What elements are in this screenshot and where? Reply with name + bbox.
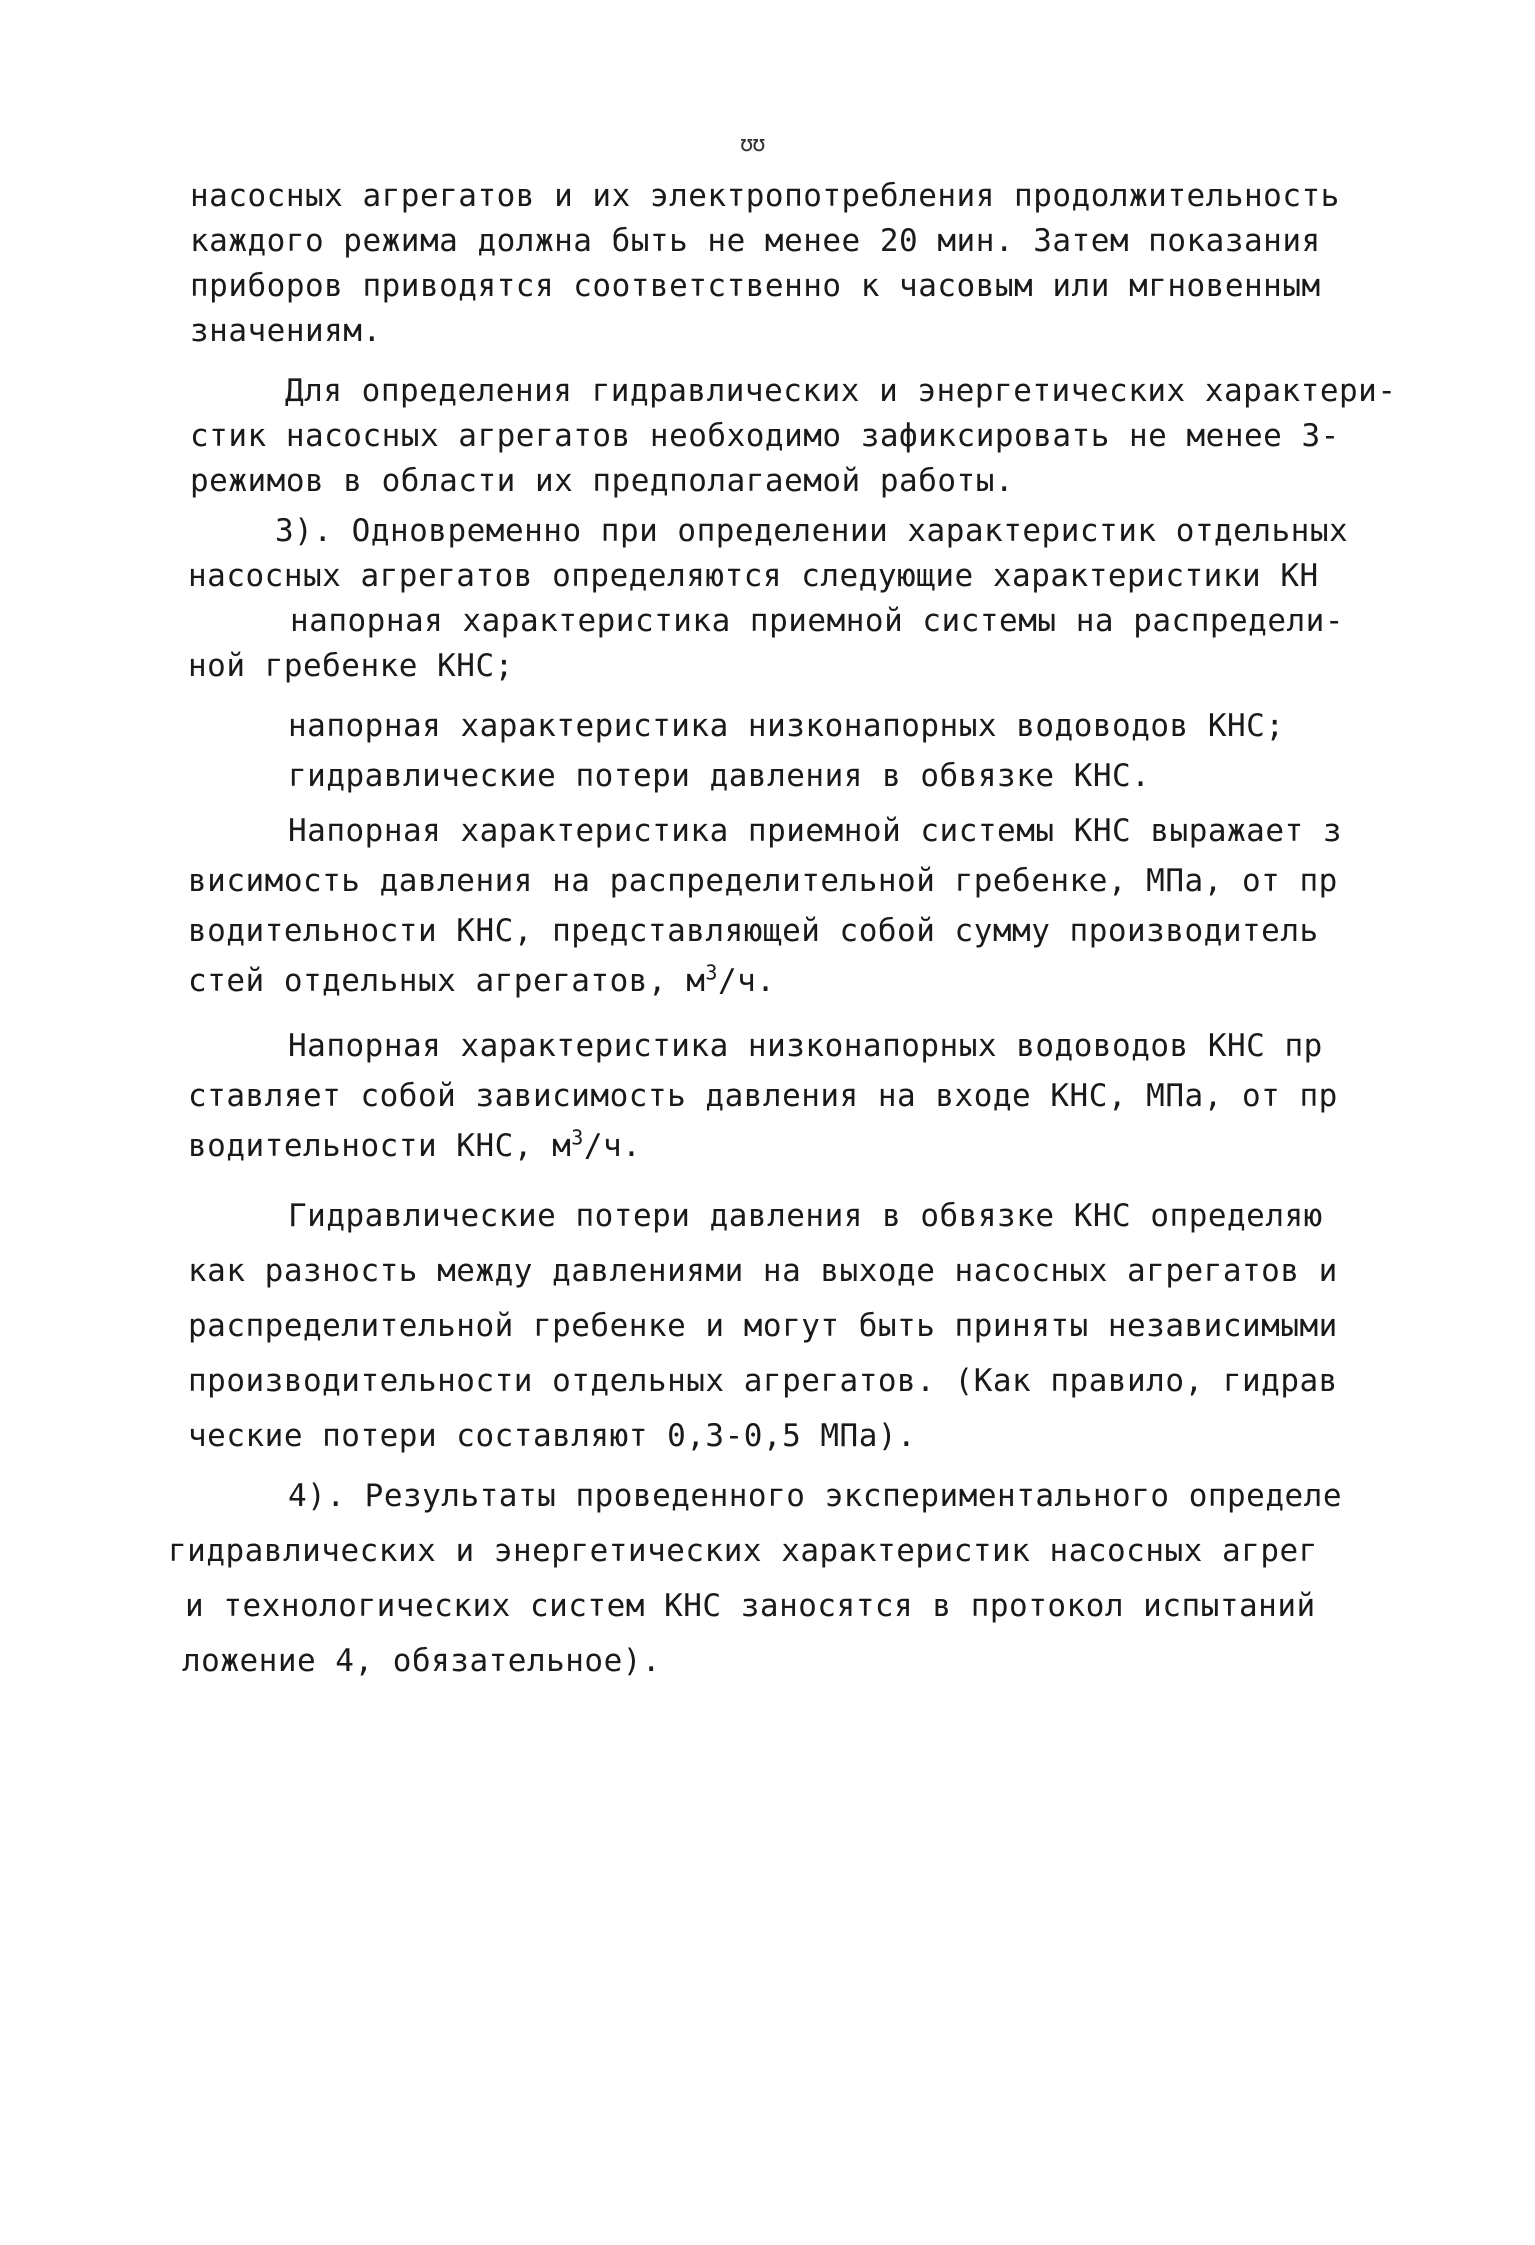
text-line — [0, 805, 1535, 857]
text-line — [0, 1190, 1535, 1242]
text-line — [0, 1635, 1535, 1687]
text-line — [0, 855, 1535, 907]
text-line — [0, 905, 1535, 957]
page-number: ʊʊ — [740, 132, 765, 157]
line-text: стик насосных агрегатов необходимо зафиксировать не менее 3- — [190, 418, 1340, 454]
text-line — [0, 750, 1535, 802]
text-line — [0, 1355, 1535, 1407]
line-text: ложение 4, обязательное). — [182, 1643, 662, 1679]
line-text: Напорная характеристика приемной системы КНС выражает з — [288, 813, 1342, 849]
line-text: стей отдельных агрегатов, м — [188, 963, 706, 999]
unit-text: /ч. — [717, 963, 776, 999]
line-text: 4). Результаты проведенного экспериментального определе — [288, 1478, 1342, 1514]
line-text: распределительной гребенке и могут быть приняты независимыми — [188, 1308, 1338, 1344]
line-text: Для определения гидравлических и энергетических характери- — [285, 373, 1397, 409]
text-line — [0, 1020, 1535, 1072]
line-text: насосных агрегатов определяются следующие характеристики КН — [188, 558, 1319, 594]
line-text: ческие потери составляют 0,3-0,5 МПа). — [188, 1418, 917, 1454]
line-text: гидравлических и энергетических характеристик насосных агрег — [168, 1533, 1318, 1569]
line-text: и технологических систем КНС заносятся в протокол испытаний — [185, 1588, 1316, 1624]
line-text: 3). Одновременно при определении характеристик отдельных — [275, 513, 1349, 549]
line-text: производительности отдельных агрегатов. (Как правило, гидрав — [188, 1363, 1338, 1399]
superscript: 3 — [705, 960, 718, 985]
text-line — [0, 1470, 1535, 1522]
text-line — [0, 955, 1535, 1007]
line-text: приборов приводятся соответственно к часовым или мгновенным — [190, 268, 1321, 304]
text-line — [0, 1410, 1535, 1462]
text-line — [0, 1120, 1535, 1172]
line-text: Напорная характеристика низконапорных водоводов КНС пр — [288, 1028, 1323, 1064]
text-line — [0, 1070, 1535, 1122]
line-text: ной гребенке КНС; — [188, 648, 514, 684]
line-text: насосных агрегатов и их электропотребления продолжительность — [190, 178, 1340, 214]
text-line — [0, 700, 1535, 752]
line-text: напорная характеристика низконапорных водоводов КНС; — [288, 708, 1285, 744]
line-text: напорная характеристика приемной системы на распредели- — [290, 603, 1344, 639]
text-line — [0, 640, 1535, 692]
line-text: каждого режима должна быть не менее 20 мин. Затем показания — [190, 223, 1321, 259]
line-text: режимов в области их предполагаемой работы. — [190, 463, 1015, 499]
line-text: ставляет собой зависимость давления на входе КНС, МПа, от пр — [188, 1078, 1338, 1114]
line-text: водительности КНС, представляющей собой сумму производитель — [188, 913, 1319, 949]
text-line — [0, 305, 1535, 357]
text-line — [0, 1300, 1535, 1352]
unit-text: /ч. — [583, 1128, 642, 1164]
text-line — [0, 1580, 1535, 1632]
line-text: висимость давления на распределительной гребенке, МПа, от пр — [188, 863, 1338, 899]
text-line — [0, 455, 1535, 507]
line-text: гидравлические потери давления в обвязке КНС. — [288, 758, 1151, 794]
line-text: как разность между давлениями на выходе насосных агрегатов и — [188, 1253, 1338, 1289]
text-line — [0, 1245, 1535, 1297]
line-text: водительности КНС, м — [188, 1128, 572, 1164]
line-text: значениям. — [190, 313, 382, 349]
text-line — [0, 1525, 1535, 1577]
superscript: 3 — [571, 1125, 584, 1150]
line-text: Гидравлические потери давления в обвязке КНС определяю — [288, 1198, 1323, 1234]
